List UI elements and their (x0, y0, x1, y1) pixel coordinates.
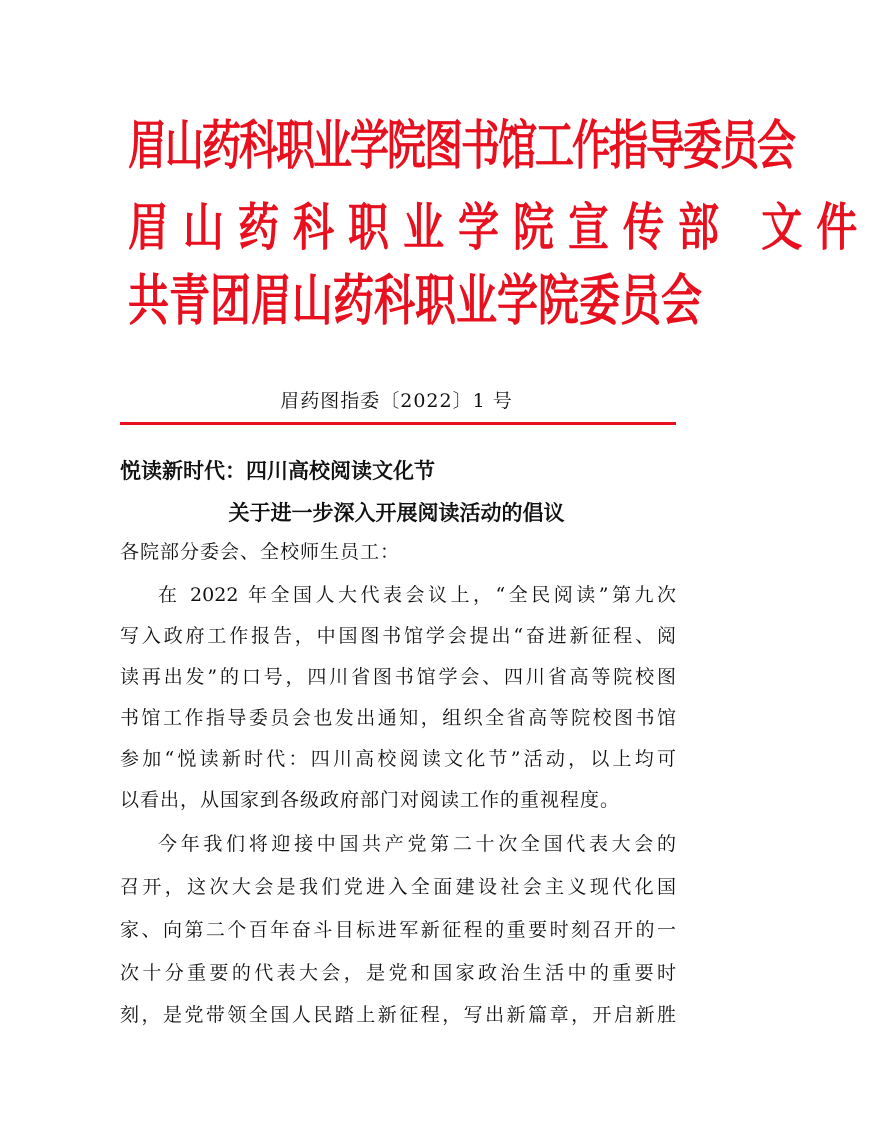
header-org-line-1: 眉山药科职业学院图书馆工作指导委员会 (128, 114, 795, 177)
document-number: 眉药图指委〔2022〕1 号 (280, 390, 513, 412)
paragraph-1-line: 以看出，从国家到各级政府部门对阅读工作的重视程度。 (120, 789, 621, 811)
paragraph-1-line: 书馆工作指导委员会也发出通知，组织全省高等院校图书馆 (120, 707, 676, 729)
paragraph-2-line: 刻，是党带领全国人民踏上新征程，写出新篇章，开启新胜 (120, 1004, 676, 1026)
paragraph-1-line: 写入政府工作报告，中国图书馆学会提出“奋进新征程、阅 (120, 625, 676, 647)
paragraph-1-line: 读再出发”的口号，四川省图书馆学会、四川省高等院校图 (120, 666, 676, 688)
paragraph-2-line: 次十分重要的代表大会，是党和国家政治生活中的重要时 (120, 962, 676, 984)
paragraph-2-line: 家、向第二个百年奋斗目标进军新征程的重要时刻召开的一 (120, 919, 676, 941)
salutation: 各院部分委会、全校师生员工： (120, 541, 401, 563)
title-line-1: 悦读新时代：四川高校阅读文化节 (120, 459, 435, 483)
paragraph-1-line: 在 2022 年全国人大代表会议上，“全民阅读”第九次 (158, 584, 676, 606)
header-org-line-3: 共青团眉山药科职业学院委员会 (128, 268, 702, 333)
red-divider-line (120, 422, 676, 425)
header-org-line-2: 眉山药科职业学院宣传部 文件 (128, 197, 871, 258)
paragraph-2-line: 召开，这次大会是我们党进入全面建设社会主义现代化国 (120, 876, 676, 898)
paragraph-1-line: 参加“悦读新时代：四川高校阅读文化节”活动，以上均可 (120, 748, 676, 770)
paragraph-2-line: 今年我们将迎接中国共产党第二十次全国代表大会的 (158, 833, 676, 855)
title-line-2: 关于进一步深入开展阅读活动的倡议 (228, 501, 565, 525)
